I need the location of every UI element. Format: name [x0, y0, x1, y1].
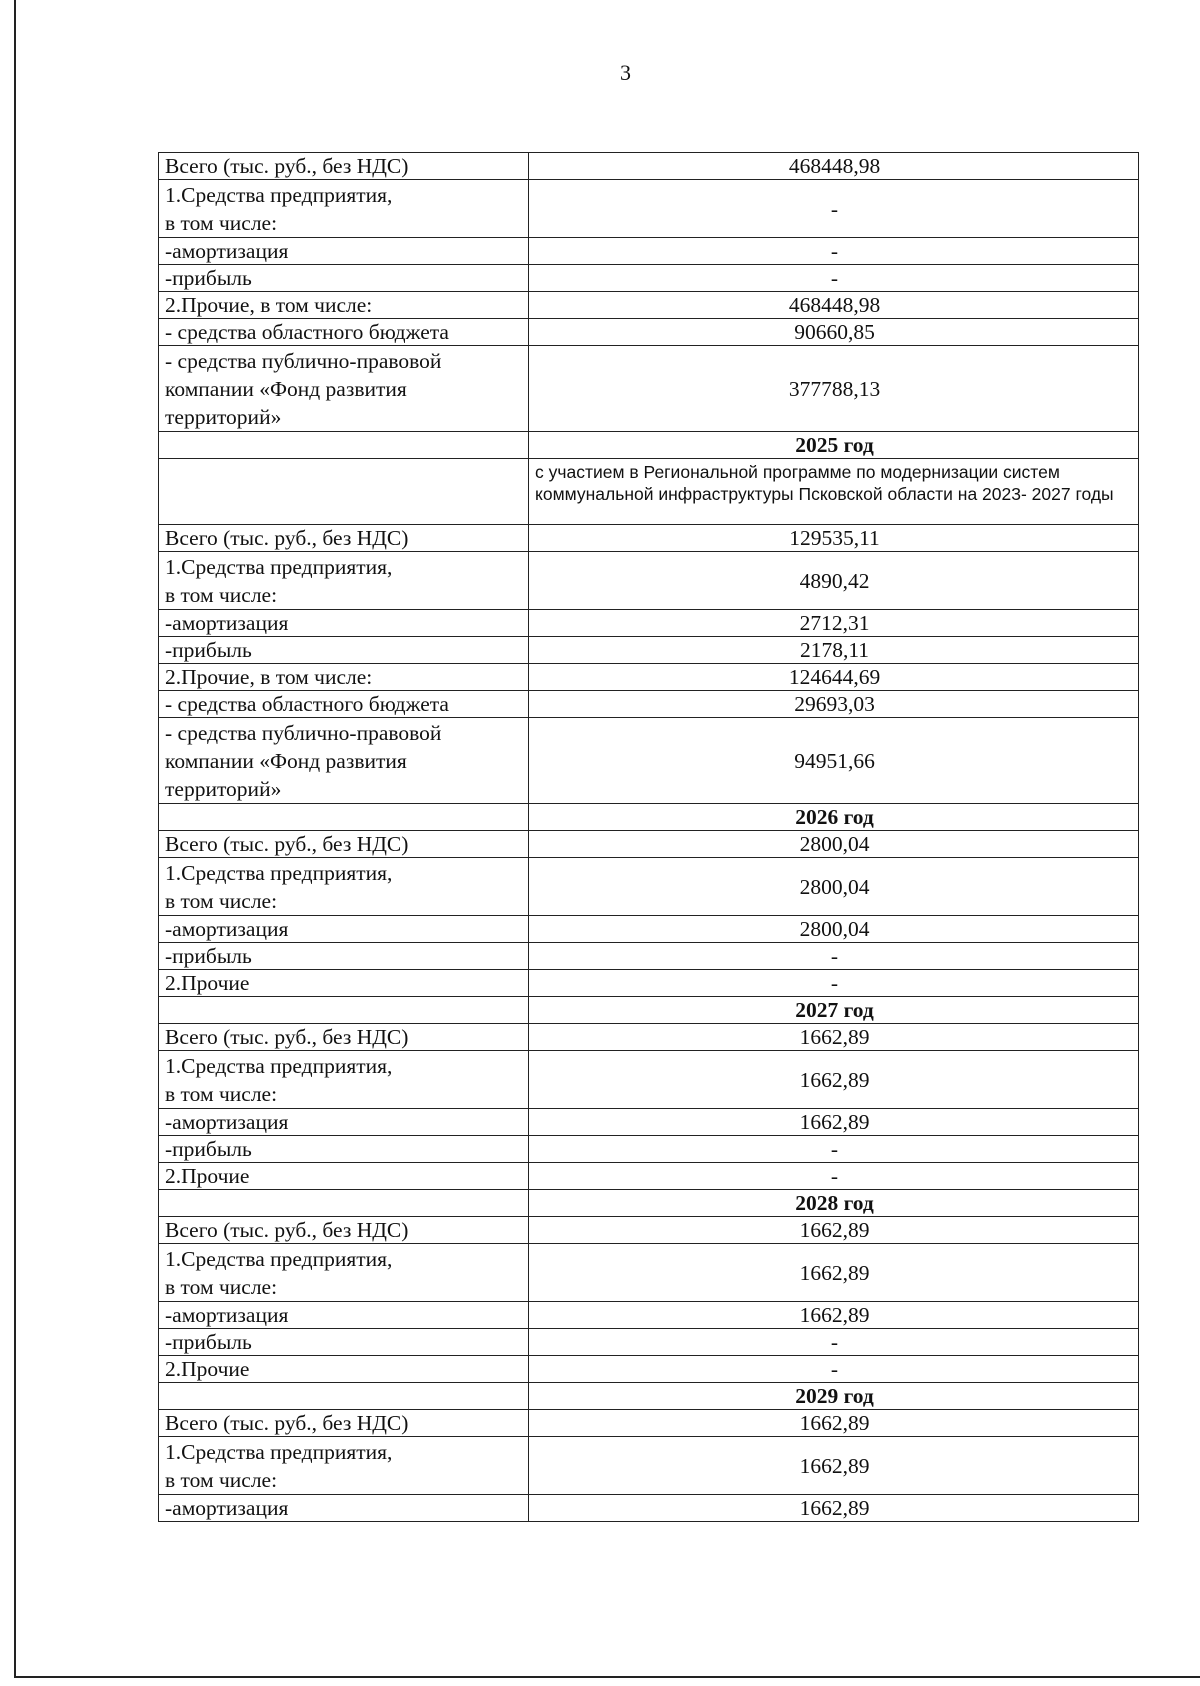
year-label: 2028 год: [529, 1190, 1139, 1217]
row-value: -: [529, 265, 1139, 292]
row-value: 377788,13: [529, 346, 1139, 432]
row-label-line: в том числе:: [165, 211, 278, 235]
row-label: [159, 1109, 529, 1136]
row-label: [159, 610, 529, 637]
financing-table-body: [159, 153, 1139, 1522]
row-label-line: - средства областного бюджета: [165, 692, 449, 716]
table-row: [159, 1217, 1139, 1244]
row-label-line: -прибыль: [165, 944, 252, 968]
row-label-line: - средства публично-правовой: [165, 349, 442, 373]
table-row: [159, 1109, 1139, 1136]
row-value: 1662,89: [529, 1244, 1139, 1302]
table-row: [159, 265, 1139, 292]
row-value: 2800,04: [529, 858, 1139, 916]
table-row: [159, 691, 1139, 718]
row-label-line: 1.Средства предприятия,: [165, 555, 393, 579]
row-value: 124644,69: [529, 664, 1139, 691]
row-label-line: Всего (тыс. руб., без НДС): [165, 1025, 409, 1049]
row-label-line: 2.Прочие, в том числе:: [165, 293, 373, 317]
row-label: [159, 180, 529, 238]
row-label-line: Всего (тыс. руб., без НДС): [165, 832, 409, 856]
table-row: [159, 916, 1139, 943]
row-label: [159, 1437, 529, 1495]
table-row: [159, 1302, 1139, 1329]
row-label-line: 2.Прочие: [165, 1164, 250, 1188]
row-label: [159, 1244, 529, 1302]
row-label-line: 2.Прочие: [165, 1357, 250, 1381]
year-header-row: [159, 804, 1139, 831]
row-value: -: [529, 1356, 1139, 1383]
row-label-line: -амортизация: [165, 239, 289, 263]
row-label: [159, 1051, 529, 1109]
row-label-line: Всего (тыс. руб., без НДС): [165, 526, 409, 550]
year-label: 2026 год: [529, 804, 1139, 831]
row-label-line: 1.Средства предприятия,: [165, 1054, 393, 1078]
row-label: [159, 691, 529, 718]
row-label-line: -амортизация: [165, 1110, 289, 1134]
year-label: 2025 год: [529, 432, 1139, 459]
row-value: 4890,42: [529, 552, 1139, 610]
row-label: [159, 432, 529, 459]
row-label: [159, 1190, 529, 1217]
row-label: [159, 970, 529, 997]
table-row: [159, 637, 1139, 664]
row-label: [159, 1136, 529, 1163]
row-label: [159, 459, 529, 525]
row-value: -: [529, 238, 1139, 265]
row-label: [159, 858, 529, 916]
page-number: 3: [620, 60, 631, 85]
row-label: [159, 943, 529, 970]
table-row: [159, 718, 1139, 804]
row-value: -: [529, 1136, 1139, 1163]
row-label: [159, 718, 529, 804]
row-label-line: Всего (тыс. руб., без НДС): [165, 1411, 409, 1435]
row-label-line: 2.Прочие, в том числе:: [165, 665, 373, 689]
page-border-left: [14, 0, 16, 1678]
row-label: [159, 238, 529, 265]
row-label: [159, 1410, 529, 1437]
program-note: с участием в Региональной программе по модернизации систем коммунальной инфраструктуры Псковской области на 2023- 2027 годы: [529, 459, 1139, 525]
table-row: [159, 1329, 1139, 1356]
row-label-line: в том числе:: [165, 1082, 278, 1106]
row-label: [159, 525, 529, 552]
table-row: [159, 858, 1139, 916]
row-label-line: компании «Фонд развития: [165, 749, 407, 773]
table-row: [159, 1244, 1139, 1302]
year-header-row: [159, 432, 1139, 459]
row-label-line: -прибыль: [165, 638, 252, 662]
row-value: 468448,98: [529, 292, 1139, 319]
year-header-row: [159, 1190, 1139, 1217]
row-label: [159, 153, 529, 180]
row-label: [159, 916, 529, 943]
row-label-line: -прибыль: [165, 1137, 252, 1161]
row-label: [159, 637, 529, 664]
year-label: 2029 год: [529, 1383, 1139, 1410]
row-label-line: в том числе:: [165, 889, 278, 913]
row-label-line: -амортизация: [165, 917, 289, 941]
row-label: [159, 1163, 529, 1190]
row-label-line: -прибыль: [165, 266, 252, 290]
row-label-line: территорий»: [165, 777, 282, 801]
row-label: [159, 831, 529, 858]
row-label-line: - средства публично-правовой: [165, 721, 442, 745]
row-label: [159, 346, 529, 432]
row-label: [159, 292, 529, 319]
row-label-line: 1.Средства предприятия,: [165, 183, 393, 207]
year-label: 2027 год: [529, 997, 1139, 1024]
row-value: 94951,66: [529, 718, 1139, 804]
table-row: [159, 1495, 1139, 1522]
row-value: 1662,89: [529, 1024, 1139, 1051]
row-value: 2800,04: [529, 831, 1139, 858]
row-label-line: компании «Фонд развития: [165, 377, 407, 401]
row-value: 1662,89: [529, 1495, 1139, 1522]
year-header-row: [159, 997, 1139, 1024]
row-label-line: 2.Прочие: [165, 971, 250, 995]
table-row: [159, 319, 1139, 346]
table-row: [159, 1163, 1139, 1190]
row-label: [159, 1302, 529, 1329]
table-row: [159, 1051, 1139, 1109]
table-row: [159, 1356, 1139, 1383]
row-label: [159, 1329, 529, 1356]
row-label: [159, 1356, 529, 1383]
row-label: [159, 265, 529, 292]
row-label: [159, 552, 529, 610]
row-label-line: 1.Средства предприятия,: [165, 1440, 393, 1464]
row-value: 1662,89: [529, 1302, 1139, 1329]
row-value: -: [529, 970, 1139, 997]
program-note-row: [159, 459, 1139, 525]
row-label-line: территорий»: [165, 405, 282, 429]
table-row: [159, 943, 1139, 970]
row-label-line: Всего (тыс. руб., без НДС): [165, 1218, 409, 1242]
row-value: 2800,04: [529, 916, 1139, 943]
page-border-bottom: [14, 1676, 1200, 1678]
row-value: 468448,98: [529, 153, 1139, 180]
row-label-line: -амортизация: [165, 1496, 289, 1520]
table-row: [159, 1410, 1139, 1437]
row-value: 2178,11: [529, 637, 1139, 664]
table-row: [159, 525, 1139, 552]
row-value: 1662,89: [529, 1437, 1139, 1495]
row-value: 1662,89: [529, 1410, 1139, 1437]
row-value: 90660,85: [529, 319, 1139, 346]
table-row: [159, 292, 1139, 319]
row-label: [159, 804, 529, 831]
table-row: [159, 610, 1139, 637]
row-label: [159, 1495, 529, 1522]
row-label-line: 1.Средства предприятия,: [165, 861, 393, 885]
table-row: [159, 552, 1139, 610]
row-label: [159, 1217, 529, 1244]
row-label: [159, 664, 529, 691]
row-label-line: в том числе:: [165, 1275, 278, 1299]
row-label-line: в том числе:: [165, 1468, 278, 1492]
table-row: [159, 1136, 1139, 1163]
row-label-line: в том числе:: [165, 583, 278, 607]
row-label: [159, 997, 529, 1024]
row-value: -: [529, 1329, 1139, 1356]
table-row: [159, 238, 1139, 265]
financing-table: [158, 152, 1139, 1522]
row-value: -: [529, 1163, 1139, 1190]
table-row: [159, 180, 1139, 238]
table-row: [159, 346, 1139, 432]
row-value: 2712,31: [529, 610, 1139, 637]
row-value: 1662,89: [529, 1109, 1139, 1136]
table-row: [159, 831, 1139, 858]
table-row: [159, 1024, 1139, 1051]
table-row: [159, 664, 1139, 691]
table-row: [159, 153, 1139, 180]
row-label: [159, 319, 529, 346]
row-value: 129535,11: [529, 525, 1139, 552]
row-value: -: [529, 943, 1139, 970]
row-label-line: -амортизация: [165, 1303, 289, 1327]
row-value: 1662,89: [529, 1051, 1139, 1109]
table-row: [159, 970, 1139, 997]
row-label-line: -прибыль: [165, 1330, 252, 1354]
year-header-row: [159, 1383, 1139, 1410]
table-row: [159, 1437, 1139, 1495]
row-label-line: -амортизация: [165, 611, 289, 635]
row-label-line: - средства областного бюджета: [165, 320, 449, 344]
row-value: -: [529, 180, 1139, 238]
row-label: [159, 1383, 529, 1410]
row-value: 1662,89: [529, 1217, 1139, 1244]
row-value: 29693,03: [529, 691, 1139, 718]
row-label-line: Всего (тыс. руб., без НДС): [165, 154, 409, 178]
row-label: [159, 1024, 529, 1051]
row-label-line: 1.Средства предприятия,: [165, 1247, 393, 1271]
